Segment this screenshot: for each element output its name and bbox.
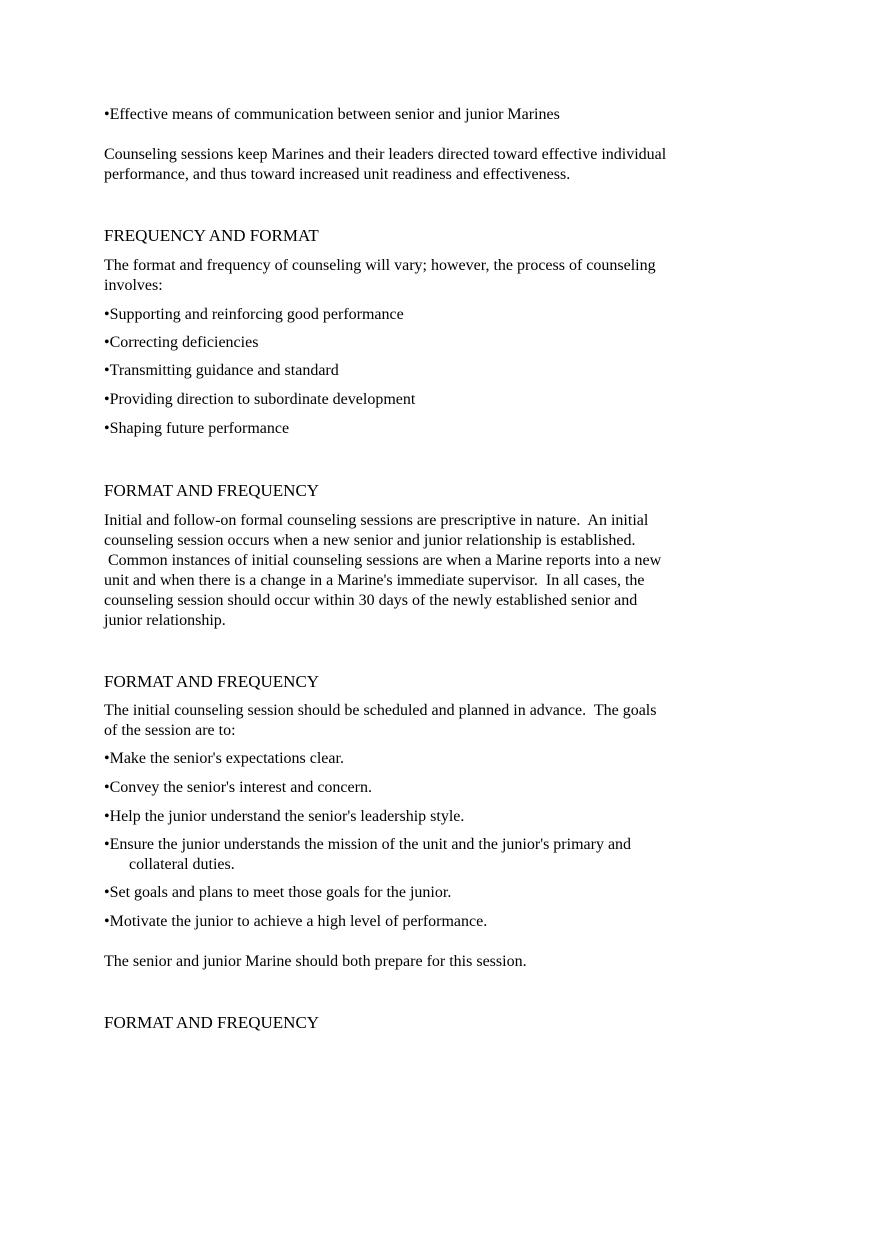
section-1-paragraph-line-2: involves: bbox=[104, 277, 163, 294]
section-3-bullet-4-continuation: collateral duties. bbox=[129, 856, 235, 873]
section-1-bullet-3: •Transmitting guidance and standard bbox=[104, 362, 339, 379]
section-2-paragraph-line-6: junior relationship. bbox=[104, 612, 226, 629]
section-3-bullet-5: •Set goals and plans to meet those goals for the junior. bbox=[104, 884, 452, 901]
section-1-paragraph-line-1: The format and frequency of counseling will vary; however, the process of counseling bbox=[104, 257, 656, 274]
section-2-paragraph-line-5: counseling session should occur within 30 days of the newly established senior and bbox=[104, 592, 638, 609]
section-1-bullet-2: •Correcting deficiencies bbox=[104, 334, 259, 351]
section-3-bullet-3: •Help the junior understand the senior's leadership style. bbox=[104, 808, 465, 825]
section-3-heading: FORMAT AND FREQUENCY bbox=[104, 672, 320, 691]
section-1-bullet-4: •Providing direction to subordinate development bbox=[104, 391, 416, 408]
intro-paragraph-line-2: performance, and thus toward increased unit readiness and effectiveness. bbox=[104, 166, 571, 183]
section-4-heading: FORMAT AND FREQUENCY bbox=[104, 1013, 320, 1032]
section-1-bullet-5: •Shaping future performance bbox=[104, 420, 290, 437]
section-3-paragraph-line-1: The initial counseling session should be scheduled and planned in advance. The goals bbox=[104, 702, 657, 719]
section-2-paragraph-line-4: unit and when there is a change in a Marine's immediate supervisor. In all cases, the bbox=[104, 572, 645, 589]
section-2-paragraph-line-3: Common instances of initial counseling sessions are when a Marine reports into a new bbox=[104, 552, 662, 569]
intro-paragraph-line-1: Counseling sessions keep Marines and their leaders directed toward effective individual bbox=[104, 146, 667, 163]
section-1-heading: FREQUENCY AND FORMAT bbox=[104, 226, 319, 245]
section-1-bullet-1: •Supporting and reinforcing good performance bbox=[104, 306, 404, 323]
intro-bullet: •Effective means of communication between senior and junior Marines bbox=[104, 106, 560, 123]
section-2-heading: FORMAT AND FREQUENCY bbox=[104, 481, 320, 500]
section-2-paragraph-line-2: counseling session occurs when a new senior and junior relationship is established. bbox=[104, 532, 636, 549]
section-3-bullet-4: •Ensure the junior understands the mission of the unit and the junior's primary and bbox=[104, 836, 632, 853]
section-3-closing: The senior and junior Marine should both prepare for this session. bbox=[104, 953, 527, 970]
section-3-bullet-1: •Make the senior's expectations clear. bbox=[104, 750, 344, 767]
section-3-paragraph-line-2: of the session are to: bbox=[104, 722, 236, 739]
section-3-bullet-2: •Convey the senior's interest and concern. bbox=[104, 779, 372, 796]
section-2-paragraph-line-1: Initial and follow-on formal counseling sessions are prescriptive in nature. An initial bbox=[104, 512, 649, 529]
section-3-bullet-6: •Motivate the junior to achieve a high level of performance. bbox=[104, 913, 488, 930]
